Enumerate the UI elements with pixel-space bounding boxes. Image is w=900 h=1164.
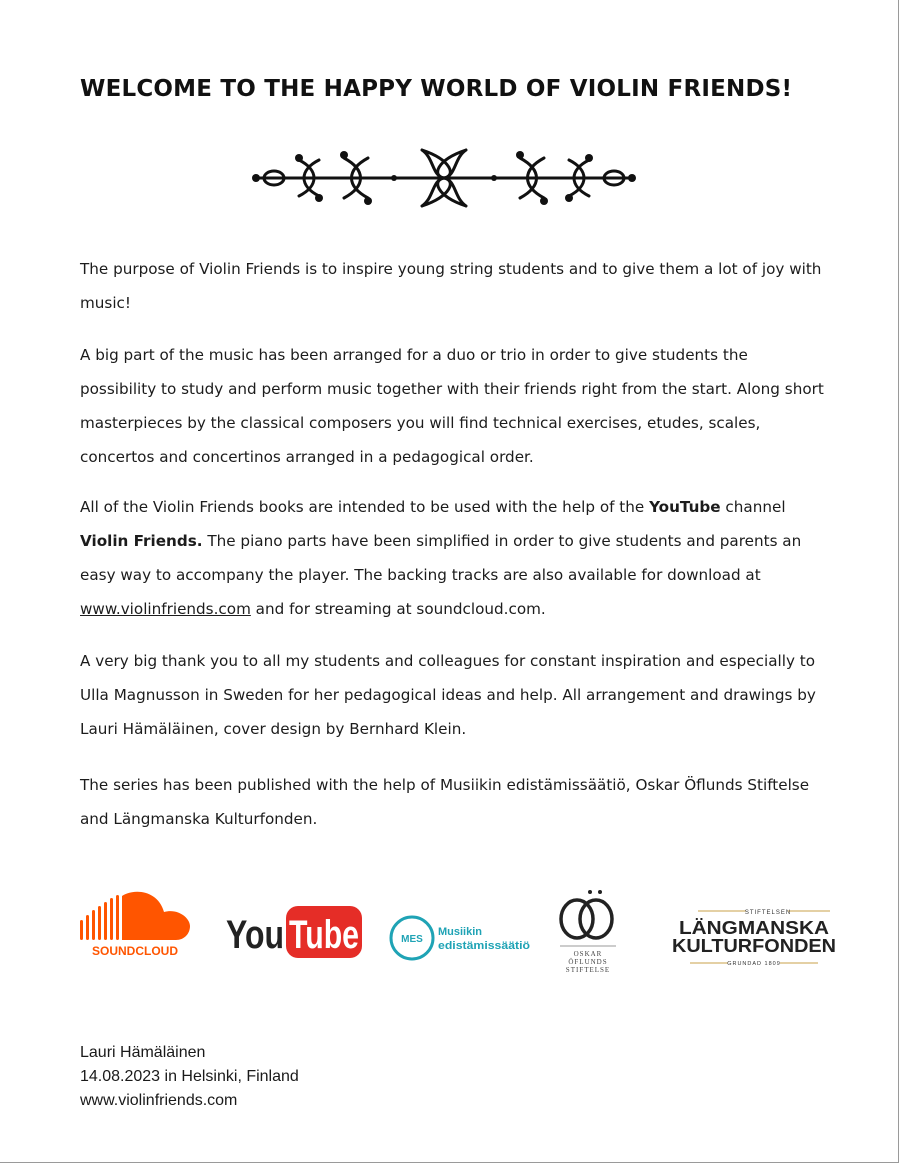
channel-name: Violin Friends.: [80, 532, 203, 550]
langmanska-logo[interactable]: [668, 906, 840, 968]
thanks-paragraph: A very big thank you to all my students and colleagues for constant inspiration and especially to Ulla Magnusson in Sweden for her pedagogical ideas and help. All arrangement and drawings by Lauri Hämäläinen, cover design by Bernhard Klein.: [80, 652, 816, 738]
langmanska-line1: LÄNGMANSKA: [679, 918, 829, 938]
youtube-paragraph-text: All of the Violin Friends books are intended to be used with the help of the: [80, 498, 650, 516]
mes-line2: edistämissäätiö: [438, 940, 531, 952]
decorative-flourish-icon: [244, 140, 644, 212]
langmanska-bottom: GRUNDAD 1809: [727, 961, 781, 967]
date-place: 14.08.2023 in Helsinki, Finland: [80, 1068, 299, 1085]
oflund-line2: ÖFLUNDS: [568, 958, 608, 966]
page-title: WELCOME TO THE HAPPY WORLD OF VIOLIN FRIENDS!: [80, 76, 793, 102]
website-link[interactable]: www.violinfriends.com: [80, 600, 251, 618]
sponsors-paragraph: The series has been published with the help of Musiikin edistämissäätiö, Oskar Öflunds Stiftelse and Längmanska Kulturfonden.: [80, 776, 810, 828]
youtube-name: YouTube: [649, 498, 721, 516]
youtube-paragraph: [80, 490, 825, 626]
soundcloud-logo[interactable]: [78, 888, 192, 960]
signature-block: [80, 1041, 299, 1113]
youtube-logo[interactable]: [226, 904, 364, 960]
oflund-line1: OSKAR: [573, 950, 603, 958]
youtube-paragraph-text: channel: [720, 498, 786, 516]
author-name: Lauri Hämäläinen: [80, 1044, 206, 1061]
mes-badge: MES: [401, 934, 423, 945]
langmanska-top: STIFTELSEN: [744, 910, 792, 916]
footer-website[interactable]: www.violinfriends.com: [80, 1092, 238, 1109]
soundcloud-wordmark: SOUNDCLOUD: [92, 944, 178, 958]
oflund-logo[interactable]: [552, 884, 624, 976]
intro-paragraph: The purpose of Violin Friends is to inspire young string students and to give them a lot of joy with music!: [80, 260, 822, 312]
oflund-line3: STIFTELSE: [565, 966, 611, 974]
mes-line1: Musiikin: [438, 926, 483, 938]
arrangement-paragraph: A big part of the music has been arranged for a duo or trio in order to give students the possibility to study and perform music together with their friends right from the start. Along short masterpieces by the classical composers you will find technical exercises, etudes, scales, concertos and concertinos arranged in a pedagogical order.: [80, 346, 824, 466]
mes-logo[interactable]: [388, 914, 534, 962]
youtube-paragraph-text: The piano parts have been simplified in order to give students and parents an easy way to accompany the player. The backing tracks are also available for download at: [80, 532, 802, 584]
youtube-paragraph-text: and for streaming at soundcloud.com.: [250, 600, 546, 618]
youtube-logo-you: You: [226, 913, 284, 957]
langmanska-line2: KULTURFONDEN: [672, 936, 836, 956]
youtube-logo-tube: Tube: [289, 913, 359, 957]
